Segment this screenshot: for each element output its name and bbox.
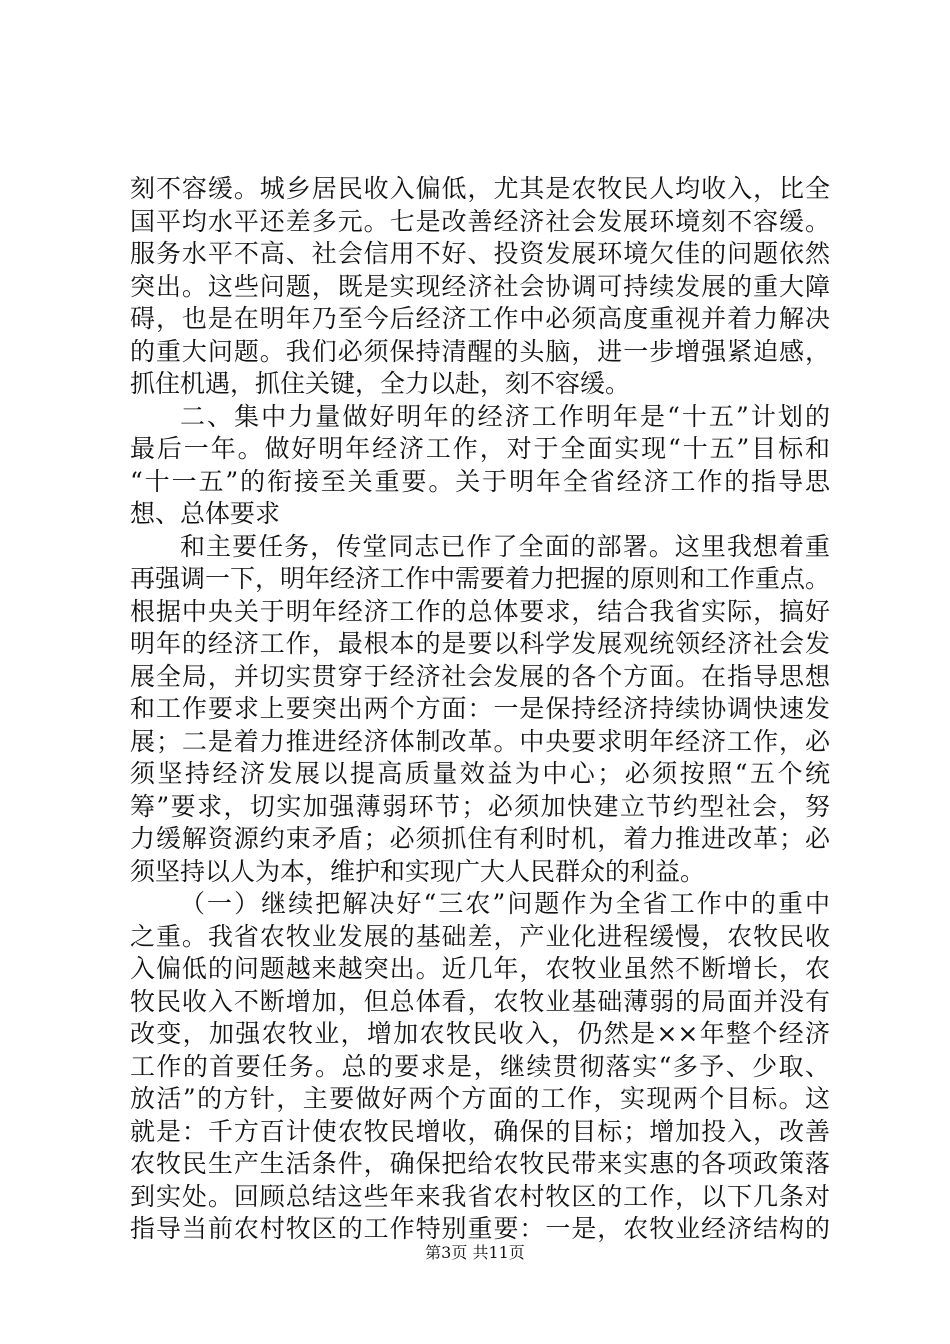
text-line: 服务水平不高、社会信用不好、投资发展环境欠佳的问题依然 bbox=[130, 239, 830, 268]
text-line: 工作的首要任务。总的要求是，继续贯彻落实“多予、少取、 bbox=[130, 1051, 830, 1081]
text-line: 力缓解资源约束矛盾；必须抓住有利时机，着力推进改革；必 bbox=[130, 824, 830, 853]
text-line: 农牧民生产生活条件，确保把给农牧民带来实惠的各项政策落 bbox=[130, 1149, 830, 1178]
text-line: 想、总体要求 bbox=[130, 499, 281, 528]
text-line: 牧民收入不断增加，但总体看，农牧业基础薄弱的局面并没有 bbox=[130, 986, 830, 1016]
text-line: 二、集中力量做好明年的经济工作明年是“十五”计划的 bbox=[180, 401, 830, 431]
text-line: 和工作要求上要突出两个方面：一是保持经济持续协调快速发 bbox=[130, 694, 830, 723]
body-text bbox=[130, 173, 830, 1246]
text-line: 国平均水平还差多元。七是改善经济社会发展环境刻不容缓。 bbox=[130, 206, 830, 236]
text-line: 抓住机遇，抓住关键，全力以赴，刻不容缓。 bbox=[130, 369, 631, 398]
text-line: 指导当前农村牧区的工作特别重要：一是，农牧业经济结构的 bbox=[130, 1214, 830, 1243]
text-line: 突出。这些问题，既是实现经济社会协调可持续发展的重大障 bbox=[130, 271, 830, 301]
text-line: 就是：千方百计使农牧民增收，确保的目标；增加投入，改善 bbox=[130, 1116, 830, 1146]
text-line: 之重。我省农牧业发展的基础差，产业化进程缓慢，农牧民收 bbox=[130, 921, 830, 951]
text-line: 放活”的方针，主要做好两个方面的工作，实现两个目标。这 bbox=[130, 1084, 830, 1113]
text-line: 刻不容缓。城乡居民收入偏低，尤其是农牧民人均收入，比全 bbox=[130, 174, 830, 203]
text-line: 根据中央关于明年经济工作的总体要求，结合我省实际，搞好 bbox=[130, 596, 830, 626]
text-line: 须坚持经济发展以提高质量效益为中心；必须按照“五个统 bbox=[130, 759, 830, 788]
text-line: 展全局，并切实贯穿于经济社会发展的各个方面。在指导思想 bbox=[130, 661, 830, 691]
text-line: 和主要任务，传堂同志已作了全面的部署。这里我想着重 bbox=[180, 531, 830, 561]
text-line: 碍，也是在明年乃至今后经济工作中必须高度重视并着力解决 bbox=[130, 304, 830, 333]
text-line: （一）继续把解决好“三农”问题作为全省工作中的重中 bbox=[180, 889, 830, 918]
text-line: “十一五”的衔接至关重要。关于明年全省经济工作的指导思 bbox=[130, 466, 830, 496]
text-line: 最后一年。做好明年经济工作，对于全面实现“十五”目标和 bbox=[130, 434, 830, 463]
text-line: 筹”要求，切实加强薄弱环节；必须加快建立节约型社会，努 bbox=[130, 791, 830, 821]
text-line: 入偏低的问题越来越突出。近几年，农牧业虽然不断增长，农 bbox=[130, 954, 830, 983]
text-line: 改变，加强农牧业，增加农牧民收入，仍然是××年整个经济 bbox=[130, 1019, 830, 1048]
text-line: 到实处。回顾总结这些年来我省农村牧区的工作，以下几条对 bbox=[130, 1181, 830, 1211]
page-footer: 第3页 共11页 bbox=[425, 1243, 525, 1262]
text-line: 须坚持以人为本，维护和实现广大人民群众的利益。 bbox=[130, 856, 706, 886]
text-line: 的重大问题。我们必须保持清醒的头脑，进一步增强紧迫感， bbox=[130, 336, 830, 366]
text-line: 展；二是着力推进经济体制改革。中央要求明年经济工作，必 bbox=[130, 726, 830, 756]
text-line: 明年的经济工作，最根本的是要以科学发展观统领经济社会发 bbox=[130, 629, 830, 658]
text-line: 再强调一下，明年经济工作中需要着力把握的原则和工作重点。 bbox=[130, 564, 830, 593]
